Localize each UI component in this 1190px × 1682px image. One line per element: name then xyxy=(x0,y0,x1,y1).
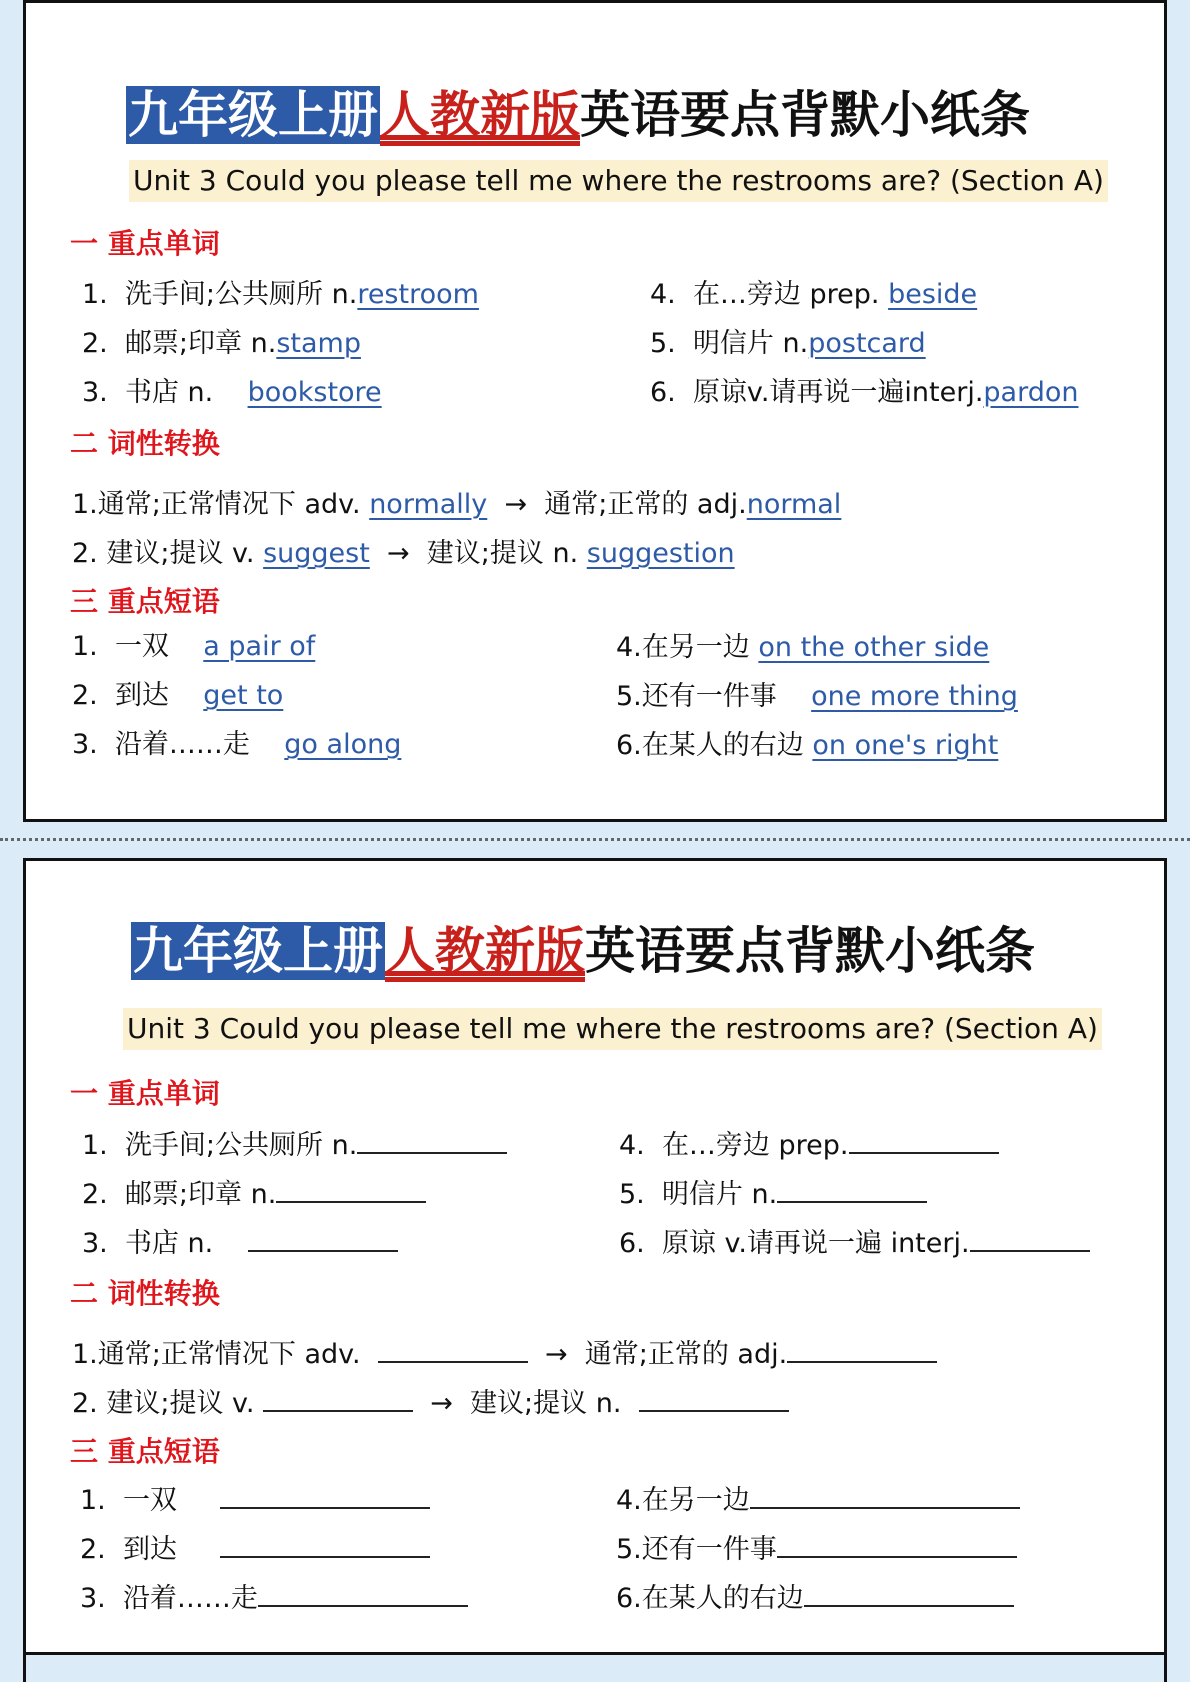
page-title: 九年级上册人教新版英语要点背默小纸条 xyxy=(128,86,1030,144)
word-item: 1. 洗手间;公共厕所 n. xyxy=(82,1123,507,1162)
answer-blank[interactable] xyxy=(220,1481,430,1509)
word-item: 6. 原谅v.请再说一遍interj.pardon xyxy=(650,377,1079,408)
word-item: 5. 明信片 n.postcard xyxy=(650,328,926,359)
answer-blank[interactable] xyxy=(777,1530,1017,1558)
answer-blank[interactable] xyxy=(804,1579,1014,1607)
answer-blank[interactable] xyxy=(258,1579,468,1607)
word-item: 1. 洗手间;公共厕所 n.restroom xyxy=(82,279,479,310)
answer-blank[interactable] xyxy=(750,1481,1020,1509)
word-item: 6. 原谅 v.请再说一遍 interj. xyxy=(619,1221,1090,1260)
section-heading-phrases: 三 重点短语 xyxy=(70,1435,220,1468)
phrase-item: 6.在某人的右边 xyxy=(616,1576,1014,1615)
section-heading-conversion: 二 词性转换 xyxy=(70,1277,220,1310)
phrase-item: 3. 沿着……走 xyxy=(80,1576,468,1615)
page-title: 九年级上册人教新版英语要点背默小纸条 xyxy=(133,922,1035,980)
word-item: 3. 书店 n. bookstore xyxy=(82,377,382,408)
answer-blank[interactable] xyxy=(220,1530,430,1558)
phrase-item: 2. 到达 get to xyxy=(72,680,284,711)
phrase-item: 4.在另一边 xyxy=(616,1478,1020,1517)
phrase-item: 2. 到达 xyxy=(80,1527,430,1566)
phrase-item: 4.在另一边 on the other side xyxy=(616,632,990,663)
answer-blank[interactable] xyxy=(248,1224,398,1252)
word-item: 4. 在…旁边 prep. beside xyxy=(650,279,978,310)
unit-subtitle: Unit 3 Could you please tell me where the restrooms are? (Section A) xyxy=(129,160,1108,202)
arrow-icon: → xyxy=(387,538,410,569)
section-heading-conversion: 二 词性转换 xyxy=(70,427,220,460)
phrase-item: 6.在某人的右边 on one's right xyxy=(616,730,999,761)
phrase-item: 1. 一双 xyxy=(80,1478,430,1517)
conversion-item: 2. 建议;提议 v. suggest → 建议;提议 n. suggestion xyxy=(72,538,735,569)
section-heading-vocabulary: 一 重点单词 xyxy=(70,227,220,260)
word-item: 5. 明信片 n. xyxy=(619,1172,927,1211)
conversion-item: 1.通常;正常情况下 adv. → 通常;正常的 adj. xyxy=(72,1332,937,1371)
section-heading-vocabulary: 一 重点单词 xyxy=(70,1077,220,1110)
answer-blank[interactable] xyxy=(970,1224,1090,1252)
answer-blank[interactable] xyxy=(787,1335,937,1363)
next-card-edge xyxy=(23,1655,1167,1682)
phrase-item: 1. 一双 a pair of xyxy=(72,631,316,662)
answer-blank[interactable] xyxy=(276,1175,426,1203)
word-item: 3. 书店 n. xyxy=(82,1221,398,1260)
phrase-item: 5.还有一件事 xyxy=(616,1527,1017,1566)
conversion-item: 2. 建议;提议 v. → 建议;提议 n. xyxy=(72,1381,789,1420)
arrow-icon: → xyxy=(430,1388,453,1419)
section-heading-phrases: 三 重点短语 xyxy=(70,585,220,618)
arrow-icon: → xyxy=(544,1339,568,1370)
word-item: 4. 在…旁边 prep. xyxy=(619,1123,999,1162)
unit-subtitle: Unit 3 Could you please tell me where the restrooms are? (Section A) xyxy=(123,1008,1102,1050)
answer-blank[interactable] xyxy=(378,1335,528,1363)
phrase-item: 5.还有一件事 one more thing xyxy=(616,681,1018,712)
answer-blank[interactable] xyxy=(777,1175,927,1203)
answer-blank[interactable] xyxy=(849,1126,999,1154)
answer-blank[interactable] xyxy=(639,1384,789,1412)
conversion-item: 1.通常;正常情况下 adv. normally → 通常;正常的 adj.normal xyxy=(72,489,842,520)
cut-line-divider xyxy=(0,838,1190,841)
phrase-item: 3. 沿着……走 go along xyxy=(72,729,402,760)
word-item: 2. 邮票;印章 n. xyxy=(82,1172,426,1211)
arrow-icon: → xyxy=(504,489,528,520)
answer-blank[interactable] xyxy=(357,1126,507,1154)
word-item: 2. 邮票;印章 n.stamp xyxy=(82,328,361,359)
answer-blank[interactable] xyxy=(263,1384,413,1412)
